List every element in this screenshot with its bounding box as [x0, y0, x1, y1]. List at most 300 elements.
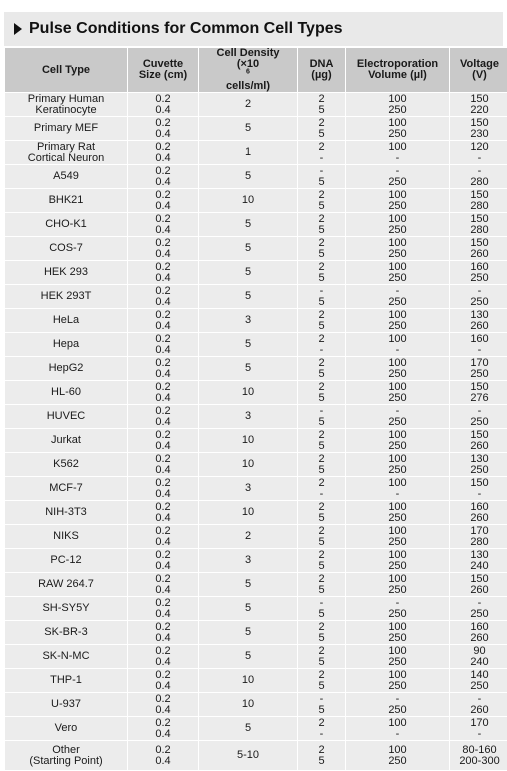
dna-cell-line: 2 — [318, 716, 325, 729]
volume-cell-line: 100 — [388, 260, 407, 273]
voltage-cell-line: 250 — [470, 463, 489, 476]
page-title: Pulse Conditions for Common Cell Types — [29, 20, 343, 37]
table-row — [5, 717, 507, 740]
cuvette-size-cell-line: 0.4 — [155, 439, 171, 452]
cell-type-cell-line: NIKS — [53, 530, 79, 542]
voltage-cell-line: 160 — [470, 332, 489, 345]
volume-cell-line: 250 — [388, 415, 407, 428]
dna-cell-line: 5 — [318, 271, 325, 284]
dna-cell-line: 5 — [318, 295, 325, 308]
dna-cell-line: 2 — [318, 548, 325, 561]
volume-cell — [346, 717, 449, 740]
volume-cell — [346, 213, 449, 236]
volume-cell-line: - — [395, 343, 400, 356]
cell-density-cell — [199, 621, 297, 644]
voltage-cell-line: 240 — [470, 559, 489, 572]
volume-cell-line: 250 — [388, 631, 407, 644]
cell-density-cell — [199, 405, 297, 428]
cuvette-size-cell — [128, 669, 198, 692]
cell-density-cell-value: 10 — [241, 194, 255, 206]
table-row — [5, 621, 507, 644]
cuvette-size-cell — [128, 477, 198, 500]
cell-type-cell-line: Vero — [54, 722, 78, 734]
dna-cell-line: 2 — [318, 476, 325, 489]
cuvette-size-cell-line: 0.4 — [155, 463, 171, 476]
cell-density-cell-value: 3 — [244, 410, 252, 422]
voltage-cell-line: - — [477, 284, 482, 297]
dna-cell — [298, 141, 345, 164]
dna-cell-line: - — [319, 164, 324, 177]
voltage-cell-line: 280 — [470, 199, 489, 212]
volume-cell-line: 100 — [388, 356, 407, 369]
cell-density-cell-value: 10 — [241, 386, 255, 398]
dna-cell — [298, 693, 345, 716]
cell-density-cell — [199, 573, 297, 596]
voltage-cell-line: 150 — [470, 92, 489, 105]
volume-cell — [346, 93, 449, 116]
cuvette-size-cell — [128, 237, 198, 260]
cuvette-size-cell-line: 0.2 — [155, 164, 171, 177]
table-row — [5, 333, 507, 356]
cuvette-size-cell-line: 0.4 — [155, 319, 171, 332]
volume-cell-line: 250 — [388, 223, 407, 236]
dna-cell-line: 5 — [318, 391, 325, 404]
table-row — [5, 213, 507, 236]
voltage-cell — [450, 597, 507, 620]
cuvette-size-cell — [128, 381, 198, 404]
cell-type-cell-line: HEK 293T — [40, 290, 92, 302]
cell-type-cell — [5, 405, 127, 428]
header-voltage: Voltage (V) — [450, 48, 507, 92]
voltage-cell-line: 150 — [470, 188, 489, 201]
voltage-cell — [450, 669, 507, 692]
voltage-cell — [450, 189, 507, 212]
cell-density-cell — [199, 597, 297, 620]
cell-density-cell-value: 5 — [244, 122, 252, 134]
cell-type-cell-line: NIH-3T3 — [45, 506, 87, 518]
cell-type-cell-line: Hepa — [52, 338, 80, 350]
voltage-cell — [450, 501, 507, 524]
volume-cell — [346, 405, 449, 428]
cuvette-size-cell-line: 0.2 — [155, 572, 171, 585]
voltage-cell — [450, 261, 507, 284]
dna-cell — [298, 405, 345, 428]
voltage-cell-line: 150 — [470, 236, 489, 249]
cell-type-cell-line: U-937 — [51, 698, 81, 710]
voltage-cell — [450, 429, 507, 452]
cuvette-size-cell — [128, 501, 198, 524]
dna-cell-line: 5 — [318, 199, 325, 212]
dna-cell — [298, 309, 345, 332]
dna-cell-line: 5 — [318, 583, 325, 596]
volume-cell-line: 100 — [388, 236, 407, 249]
cuvette-size-cell-line: 0.2 — [155, 476, 171, 489]
cuvette-size-cell-line: 0.2 — [155, 404, 171, 417]
voltage-cell-line: 140 — [470, 668, 489, 681]
volume-cell-line: 250 — [388, 559, 407, 572]
cell-type-cell-line: K562 — [53, 458, 79, 470]
volume-cell-line: - — [395, 284, 400, 297]
cell-density-cell-value: 5 — [244, 602, 252, 614]
table-row — [5, 165, 507, 188]
volume-cell — [346, 429, 449, 452]
cuvette-size-cell — [128, 597, 198, 620]
cuvette-size-cell-line: 0.2 — [155, 548, 171, 561]
cell-density-cell-value: 3 — [244, 554, 252, 566]
cuvette-size-cell-line: 0.4 — [155, 583, 171, 596]
dna-cell-line: 5 — [318, 127, 325, 140]
volume-cell-line: 100 — [388, 668, 407, 681]
cuvette-size-cell-line: 0.2 — [155, 260, 171, 273]
voltage-cell-line: - — [477, 487, 482, 500]
volume-cell — [346, 381, 449, 404]
voltage-cell-line: 150 — [470, 380, 489, 393]
table-row — [5, 357, 507, 380]
volume-cell — [346, 237, 449, 260]
table-row — [5, 189, 507, 212]
cell-type-cell — [5, 237, 127, 260]
dna-cell — [298, 285, 345, 308]
cell-density-cell — [199, 189, 297, 212]
dna-cell-line: 2 — [318, 380, 325, 393]
dna-cell-line: - — [319, 404, 324, 417]
cuvette-size-cell-line: 0.4 — [155, 511, 171, 524]
cell-density-cell-value: 5 — [244, 170, 252, 182]
dna-cell-line: 2 — [318, 140, 325, 153]
dna-cell — [298, 525, 345, 548]
volume-cell-line: 250 — [388, 754, 407, 767]
volume-cell-line: 100 — [388, 524, 407, 537]
cuvette-size-cell-line: 0.4 — [155, 631, 171, 644]
table-row — [5, 285, 507, 308]
cuvette-size-cell-line: 0.4 — [155, 487, 171, 500]
volume-cell-line: 250 — [388, 655, 407, 668]
cell-type-cell — [5, 141, 127, 164]
volume-cell-line: 100 — [388, 572, 407, 585]
cell-type-cell-line: PC-12 — [50, 554, 82, 566]
cell-density-cell-value: 5 — [244, 650, 252, 662]
cell-type-cell — [5, 693, 127, 716]
cell-density-cell-value: 2 — [244, 530, 252, 542]
voltage-cell — [450, 141, 507, 164]
dna-cell-line: 5 — [318, 703, 325, 716]
cuvette-size-cell-line: 0.4 — [155, 754, 171, 767]
volume-cell — [346, 573, 449, 596]
cuvette-size-cell — [128, 741, 198, 770]
volume-cell — [346, 597, 449, 620]
volume-cell-line: 250 — [388, 295, 407, 308]
cuvette-size-cell-line: 0.2 — [155, 92, 171, 105]
dna-cell-line: 2 — [318, 524, 325, 537]
cuvette-size-cell — [128, 645, 198, 668]
cuvette-size-cell-line: 0.2 — [155, 620, 171, 633]
table-row — [5, 309, 507, 332]
cell-density-cell-value: 5 — [244, 242, 252, 254]
voltage-cell-line: 280 — [470, 175, 489, 188]
dna-cell-line: 5 — [318, 319, 325, 332]
cell-density-cell-value: 3 — [244, 482, 252, 494]
cell-density-cell — [199, 645, 297, 668]
volume-cell-line: 100 — [388, 188, 407, 201]
cell-type-cell-line: THP-1 — [50, 674, 82, 686]
cell-density-cell-value: 10 — [241, 458, 255, 470]
cell-density-cell — [199, 741, 297, 770]
voltage-cell — [450, 693, 507, 716]
voltage-cell-line: 160 — [470, 620, 489, 633]
volume-cell — [346, 669, 449, 692]
cell-density-cell — [199, 669, 297, 692]
cell-type-cell-line: Jurkat — [51, 434, 81, 446]
cuvette-size-cell-line: 0.4 — [155, 727, 171, 740]
cuvette-size-cell-line: 0.2 — [155, 236, 171, 249]
volume-cell — [346, 645, 449, 668]
cuvette-size-cell — [128, 549, 198, 572]
voltage-cell-line: 160 — [470, 500, 489, 513]
volume-cell — [346, 333, 449, 356]
volume-cell-line: 250 — [388, 367, 407, 380]
table-row — [5, 261, 507, 284]
dna-cell-line: 2 — [318, 620, 325, 633]
voltage-cell-line: 120 — [470, 140, 489, 153]
cell-density-cell — [199, 93, 297, 116]
volume-cell-line: 250 — [388, 199, 407, 212]
cell-type-cell-line: (Starting Point) — [29, 754, 103, 767]
cuvette-size-cell-line: 0.2 — [155, 140, 171, 153]
dna-cell — [298, 501, 345, 524]
cell-type-cell — [5, 525, 127, 548]
dna-cell-line: - — [319, 596, 324, 609]
cuvette-size-cell-line: 0.2 — [155, 332, 171, 345]
cell-type-cell — [5, 453, 127, 476]
cell-type-cell-line: BHK21 — [48, 194, 84, 206]
dna-cell-line: 5 — [318, 559, 325, 572]
cell-density-cell — [199, 501, 297, 524]
table-row — [5, 141, 507, 164]
dna-cell — [298, 549, 345, 572]
voltage-cell — [450, 237, 507, 260]
cell-type-cell — [5, 165, 127, 188]
cell-type-cell-line: SK-BR-3 — [44, 626, 88, 638]
cell-type-cell — [5, 741, 127, 770]
header-dna: DNA (µg) — [298, 48, 345, 92]
cell-density-cell — [199, 333, 297, 356]
volume-cell-line: 250 — [388, 247, 407, 260]
cuvette-size-cell-line: 0.2 — [155, 356, 171, 369]
table-row — [5, 549, 507, 572]
volume-cell-line: - — [395, 164, 400, 177]
cuvette-size-cell-line: 0.4 — [155, 679, 171, 692]
table-row — [5, 693, 507, 716]
volume-cell-line: - — [395, 727, 400, 740]
cuvette-size-cell — [128, 333, 198, 356]
cuvette-size-cell-line: 0.2 — [155, 188, 171, 201]
cuvette-size-cell — [128, 573, 198, 596]
voltage-cell — [450, 381, 507, 404]
cell-type-cell-line: HEK 293 — [43, 266, 89, 278]
cell-density-cell — [199, 141, 297, 164]
cell-type-cell — [5, 261, 127, 284]
voltage-cell-line: 130 — [470, 452, 489, 465]
cuvette-size-cell-line: 0.4 — [155, 103, 171, 116]
volume-cell-line: 100 — [388, 644, 407, 657]
volume-cell-line: 250 — [388, 511, 407, 524]
cell-density-cell — [199, 117, 297, 140]
volume-cell-line: 250 — [388, 535, 407, 548]
cuvette-size-cell-line: 0.4 — [155, 295, 171, 308]
dna-cell — [298, 621, 345, 644]
volume-cell — [346, 285, 449, 308]
volume-cell-line: 100 — [388, 620, 407, 633]
volume-cell-line: 250 — [388, 175, 407, 188]
cuvette-size-cell-line: 0.4 — [155, 559, 171, 572]
volume-cell-line: 100 — [388, 716, 407, 729]
cell-density-cell — [199, 453, 297, 476]
voltage-cell-line: - — [477, 727, 482, 740]
volume-cell-line: 100 — [388, 332, 407, 345]
dna-cell-line: 2 — [318, 743, 325, 756]
dna-cell-line: - — [319, 727, 324, 740]
cuvette-size-cell — [128, 93, 198, 116]
cell-type-cell-line: COS-7 — [49, 242, 83, 254]
dna-cell-line: 2 — [318, 572, 325, 585]
voltage-cell — [450, 717, 507, 740]
title-bar — [4, 12, 503, 46]
volume-cell-line: 250 — [388, 679, 407, 692]
voltage-cell-line: - — [477, 164, 482, 177]
cuvette-size-cell-line: 0.2 — [155, 428, 171, 441]
volume-cell-line: 250 — [388, 439, 407, 452]
cell-density-cell-value: 5 — [244, 578, 252, 590]
pulse-conditions-table — [4, 47, 507, 771]
table-row — [5, 381, 507, 404]
cell-density-cell-value: 5 — [244, 266, 252, 278]
dna-cell-line: 2 — [318, 356, 325, 369]
voltage-cell-line: 260 — [470, 583, 489, 596]
dna-cell-line: 2 — [318, 500, 325, 513]
dna-cell-line: 2 — [318, 428, 325, 441]
cell-density-cell — [199, 693, 297, 716]
dna-cell — [298, 381, 345, 404]
volume-cell-line: 100 — [388, 452, 407, 465]
cell-type-cell-line: HUVEC — [46, 410, 86, 422]
cell-type-cell-line: CHO-K1 — [45, 218, 87, 230]
voltage-cell-line: 280 — [470, 535, 489, 548]
voltage-cell — [450, 309, 507, 332]
dna-cell — [298, 213, 345, 236]
cuvette-size-cell — [128, 453, 198, 476]
volume-cell — [346, 693, 449, 716]
voltage-cell-line: - — [477, 692, 482, 705]
cell-density-cell — [199, 357, 297, 380]
volume-cell — [346, 261, 449, 284]
cuvette-size-cell — [128, 405, 198, 428]
cell-density-cell — [199, 477, 297, 500]
voltage-cell — [450, 333, 507, 356]
voltage-cell-line: 150 — [470, 212, 489, 225]
dna-cell-line: 5 — [318, 175, 325, 188]
volume-cell — [346, 621, 449, 644]
dna-cell-line: 5 — [318, 223, 325, 236]
cuvette-size-cell-line: 0.4 — [155, 247, 171, 260]
cell-type-cell — [5, 501, 127, 524]
cell-type-cell-line: MCF-7 — [49, 482, 83, 494]
table-row — [5, 477, 507, 500]
volume-cell-line: - — [395, 404, 400, 417]
cell-density-cell — [199, 261, 297, 284]
dna-cell-line: 5 — [318, 103, 325, 116]
cell-type-cell-line: Cortical Neuron — [27, 151, 105, 164]
cuvette-size-cell-line: 0.2 — [155, 743, 171, 756]
table-row — [5, 669, 507, 692]
dna-cell-line: 5 — [318, 415, 325, 428]
cell-type-cell — [5, 621, 127, 644]
cuvette-size-cell-line: 0.4 — [155, 199, 171, 212]
voltage-cell-line: 276 — [470, 391, 489, 404]
volume-cell-line: 100 — [388, 428, 407, 441]
dna-cell-line: 2 — [318, 188, 325, 201]
header-electroporation-volume: Electroporation Volume (µl) — [346, 48, 449, 92]
table-row — [5, 573, 507, 596]
cell-type-cell-line: Primary Rat — [36, 140, 96, 153]
table-row — [5, 429, 507, 452]
header-row — [5, 48, 507, 92]
cell-type-cell — [5, 645, 127, 668]
cell-type-cell — [5, 285, 127, 308]
voltage-cell-line: - — [477, 151, 482, 164]
dna-cell — [298, 117, 345, 140]
voltage-cell-line: 200-300 — [459, 754, 500, 767]
table-row — [5, 645, 507, 668]
table-row — [5, 741, 507, 770]
voltage-cell — [450, 477, 507, 500]
volume-cell-line: - — [395, 151, 400, 164]
volume-cell-line: 250 — [388, 103, 407, 116]
cuvette-size-cell-line: 0.4 — [155, 343, 171, 356]
volume-cell-line: 250 — [388, 127, 407, 140]
cell-density-cell-value: 2 — [244, 98, 252, 110]
voltage-cell-line: 150 — [470, 476, 489, 489]
cuvette-size-cell — [128, 261, 198, 284]
cell-density-cell — [199, 525, 297, 548]
dna-cell-line: 5 — [318, 247, 325, 260]
cell-type-cell — [5, 117, 127, 140]
voltage-cell — [450, 405, 507, 428]
cell-density-cell-value: 5 — [244, 290, 252, 302]
cuvette-size-cell-line: 0.2 — [155, 452, 171, 465]
volume-cell — [346, 525, 449, 548]
dna-cell-line: 2 — [318, 116, 325, 129]
volume-cell-line: 100 — [388, 548, 407, 561]
cuvette-size-cell-line: 0.2 — [155, 596, 171, 609]
dna-cell-line: 5 — [318, 439, 325, 452]
cell-density-cell-value: 5 — [244, 218, 252, 230]
cuvette-size-cell-line: 0.2 — [155, 380, 171, 393]
cuvette-size-cell — [128, 357, 198, 380]
cell-density-cell-value: 10 — [241, 674, 255, 686]
volume-cell-line: 100 — [388, 212, 407, 225]
cell-density-cell-value: 5-10 — [236, 749, 260, 761]
dna-cell-line: 2 — [318, 332, 325, 345]
dna-cell-line: 5 — [318, 679, 325, 692]
voltage-cell — [450, 573, 507, 596]
voltage-cell-line: 260 — [470, 511, 489, 524]
volume-cell — [346, 549, 449, 572]
cell-type-cell — [5, 189, 127, 212]
voltage-cell-line: 150 — [470, 116, 489, 129]
volume-cell-line: 100 — [388, 140, 407, 153]
cuvette-size-cell — [128, 717, 198, 740]
cuvette-size-cell-line: 0.4 — [155, 415, 171, 428]
